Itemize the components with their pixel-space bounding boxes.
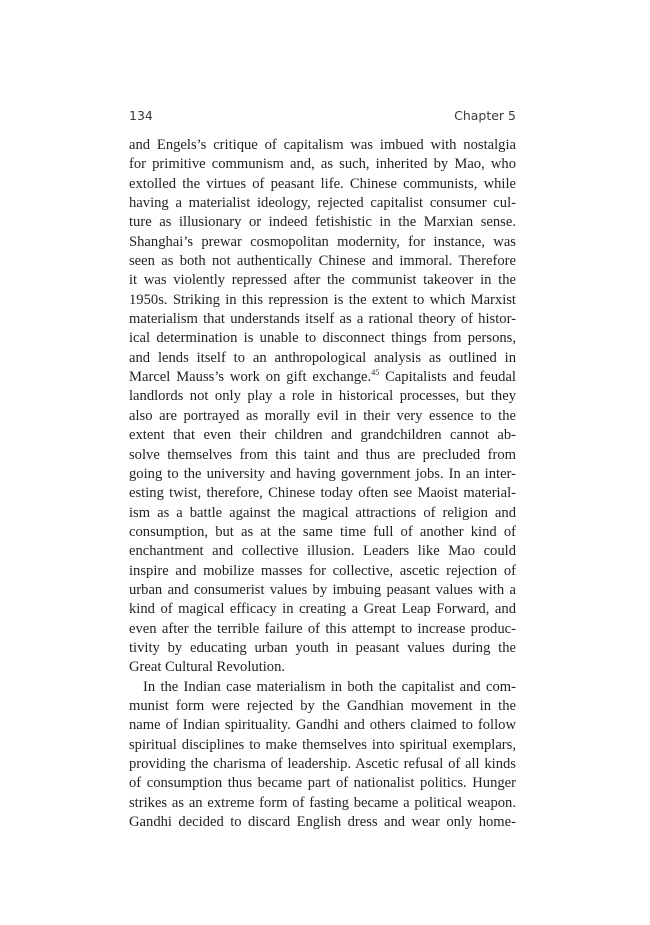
text-line: it was violently repressed after the communist takeover in the xyxy=(129,272,516,289)
chapter-label: Chapter 5 xyxy=(454,108,516,123)
text-line: extent that even their children and grandchildren cannot ab- xyxy=(129,427,516,444)
text-line: extolled the virtues of peasant life. Chinese communists, while xyxy=(129,175,516,192)
running-head xyxy=(129,108,516,128)
text-line: for primitive communism and, as such, inherited by Mao, who xyxy=(129,156,516,173)
text-line: urban and consumerist values by imbuing peasant values with a xyxy=(129,581,516,598)
text-line: of consumption thus became part of nationalist politics. Hunger xyxy=(129,775,516,792)
text-line: landlords not only play a role in historical processes, but they xyxy=(129,388,516,405)
body-text xyxy=(129,136,516,832)
text-fragment: Capitalists and feudal xyxy=(379,369,516,386)
page-number: 134 xyxy=(129,108,153,123)
text-line: seen as both not authentically Chinese and immoral. Therefore xyxy=(129,253,516,270)
text-line: going to the university and having government jobs. In an inter- xyxy=(129,465,516,482)
text-line: esting twist, therefore, Chinese today often see Maoist material- xyxy=(129,485,516,502)
text-line: solve themselves from this taint and thus are precluded from xyxy=(129,446,516,463)
paragraph-1 xyxy=(129,136,516,678)
text-line-with-footnote xyxy=(129,368,516,387)
text-line: 1950s. Striking in this repression is the extent to which Marxist xyxy=(129,291,516,308)
text-line: ism as a battle against the magical attractions of religion and xyxy=(129,504,516,521)
text-line: ture as illusionary or indeed fetishistic in the Marxian sense. xyxy=(129,214,516,231)
text-line: tivity by educating urban youth in peasant values during the xyxy=(129,639,516,656)
text-line: Great Cultural Revolution. xyxy=(129,659,286,676)
text-line: Gandhi decided to discard English dress and wear only home- xyxy=(129,814,516,831)
text-line: having a materialist ideology, rejected capitalist consumer cul- xyxy=(129,195,516,212)
text-line: name of Indian spirituality. Gandhi and others claimed to follow xyxy=(129,717,516,734)
footnote-reference[interactable]: 45 xyxy=(371,368,380,378)
text-fragment: Marcel Mauss’s work on gift exchange. xyxy=(129,369,372,386)
text-line: also are portrayed as morally evil in their very essence to the xyxy=(129,407,516,424)
text-line: Shanghai’s prewar cosmopolitan modernity, for instance, was xyxy=(129,233,516,250)
text-line: ical determination is unable to disconnect things from persons, xyxy=(129,330,516,347)
text-line: strikes as an extreme form of fasting became a political weapon. xyxy=(129,794,516,811)
text-line: kind of magical efficacy in creating a Great Leap Forward, and xyxy=(129,601,516,618)
paragraph-2 xyxy=(129,678,516,833)
text-line: materialism that understands itself as a rational theory of histor- xyxy=(129,311,516,328)
text-line: providing the charisma of leadership. Ascetic refusal of all kinds xyxy=(129,756,516,772)
text-line: enchantment and collective illusion. Leaders like Mao could xyxy=(129,543,516,560)
text-line: and Engels’s critique of capitalism was imbued with nostalgia xyxy=(129,137,516,153)
text-line: spiritual disciplines to make themselves into spiritual exemplars, xyxy=(129,736,516,753)
text-line: even after the terrible failure of this attempt to increase produc- xyxy=(129,620,516,637)
text-line: and lends itself to an anthropological analysis as outlined in xyxy=(129,349,516,366)
text-line: inspire and mobilize masses for collective, ascetic rejection of xyxy=(129,562,516,579)
text-line: consumption, but as at the same time full of another kind of xyxy=(129,523,516,540)
text-line: munist form were rejected by the Gandhian movement in the xyxy=(129,697,516,714)
text-line: In the Indian case materialism in both the capitalist and com- xyxy=(143,678,516,695)
